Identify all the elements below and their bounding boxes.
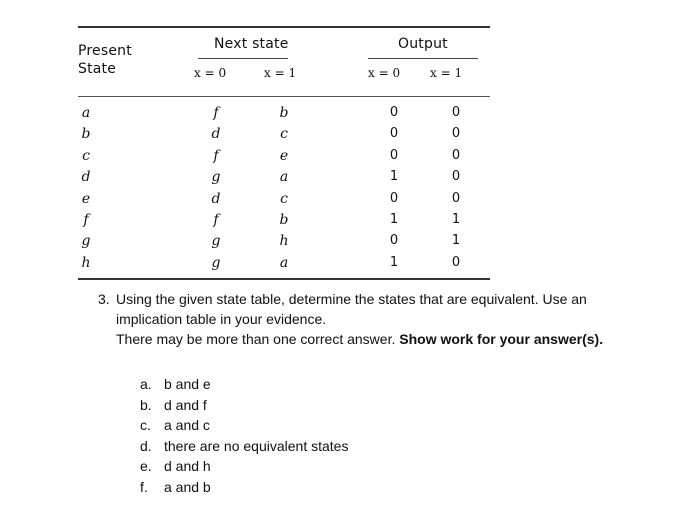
cell-out0: 1	[389, 169, 399, 185]
subheader-out-x0: x = 0	[368, 66, 401, 80]
answer-options	[140, 374, 348, 497]
cell-out1: 0	[451, 126, 461, 142]
question-line-1: Using the given state table, determine the states that are equivalent. Use an	[116, 291, 587, 307]
cell-out1: 0	[451, 169, 461, 185]
cell-out0: 0	[389, 105, 399, 120]
cell-next0: f	[213, 105, 219, 121]
question-line-3-plain: There may be more than one correct answer.	[116, 331, 400, 347]
option-letter: a.	[140, 376, 152, 392]
cell-next0: f	[213, 212, 219, 228]
header-rule	[78, 96, 490, 97]
answer-option	[140, 374, 348, 395]
cell-next1: a	[279, 169, 289, 186]
cell-next0: g	[211, 254, 221, 271]
cell-present: f	[83, 212, 89, 228]
header-output: Output	[398, 36, 448, 52]
cell-next0: g	[211, 233, 221, 250]
cell-present: h	[81, 254, 91, 271]
next-state-rule	[198, 58, 288, 59]
subheader-next-x0: x = 0	[194, 66, 227, 80]
cell-out1: 1	[451, 233, 461, 249]
subheader-next-x1: x = 1	[264, 66, 297, 80]
option-letter: e.	[140, 458, 152, 474]
cell-next0: f	[213, 147, 219, 164]
cell-present: c	[82, 147, 90, 164]
cell-out0: 0	[389, 126, 399, 142]
cell-next0: d	[211, 190, 221, 207]
option-letter: c.	[140, 417, 151, 433]
cell-next1: e	[279, 147, 289, 164]
cell-next0: d	[211, 126, 221, 143]
cell-out1: 0	[451, 147, 461, 163]
cell-out1: 1	[451, 212, 461, 227]
option-text: d and f	[164, 396, 207, 413]
cell-next0: g	[211, 169, 221, 186]
question-block	[98, 289, 678, 349]
state-table	[78, 26, 490, 278]
header-next-state: Next state	[214, 36, 289, 52]
answer-option	[140, 395, 348, 416]
cell-out0: 1	[389, 254, 399, 270]
header-present: Present	[78, 43, 132, 59]
cell-present: b	[81, 126, 91, 143]
option-text: there are no equivalent states	[164, 437, 349, 454]
cell-next1: c	[280, 126, 288, 143]
table-top-rule	[78, 26, 490, 28]
cell-out0: 0	[389, 147, 399, 163]
option-text: d and h	[164, 458, 211, 474]
cell-next1: h	[279, 233, 289, 250]
option-text: a and c	[164, 417, 210, 433]
cell-out0: 0	[389, 190, 399, 206]
output-rule	[368, 58, 478, 59]
answer-option	[140, 436, 348, 457]
question-line-3	[98, 329, 678, 349]
subheader-out-x1: x = 1	[430, 66, 463, 80]
cell-next1: b	[279, 105, 289, 121]
answer-option	[140, 415, 348, 436]
question-number: 3.	[98, 291, 110, 307]
option-text: b and e	[164, 376, 211, 392]
option-letter: b.	[140, 396, 152, 413]
cell-next1: c	[280, 190, 288, 207]
table-bottom-rule	[78, 278, 490, 280]
cell-next1: b	[279, 212, 289, 228]
question-line-3-bold: Show work for your answer(s)	[399, 331, 600, 347]
option-text: a and b	[164, 478, 211, 495]
option-letter: d.	[140, 437, 152, 454]
answer-option	[140, 456, 348, 477]
option-letter: f.	[140, 478, 148, 495]
cell-present: g	[81, 233, 91, 250]
cell-out1: 0	[451, 190, 461, 206]
cell-next1: a	[279, 254, 289, 271]
cell-present: a	[81, 105, 91, 121]
cell-present: e	[81, 190, 91, 207]
answer-option	[140, 477, 348, 498]
header-state: State	[78, 61, 117, 77]
cell-present: d	[81, 169, 91, 186]
cell-out0: 0	[389, 233, 399, 249]
question-line-3-end: .	[599, 331, 604, 347]
question-line-2: implication table in your evidence.	[116, 311, 327, 327]
cell-out0: 1	[389, 212, 399, 227]
cell-out1: 0	[451, 105, 461, 120]
cell-out1: 0	[451, 254, 461, 270]
